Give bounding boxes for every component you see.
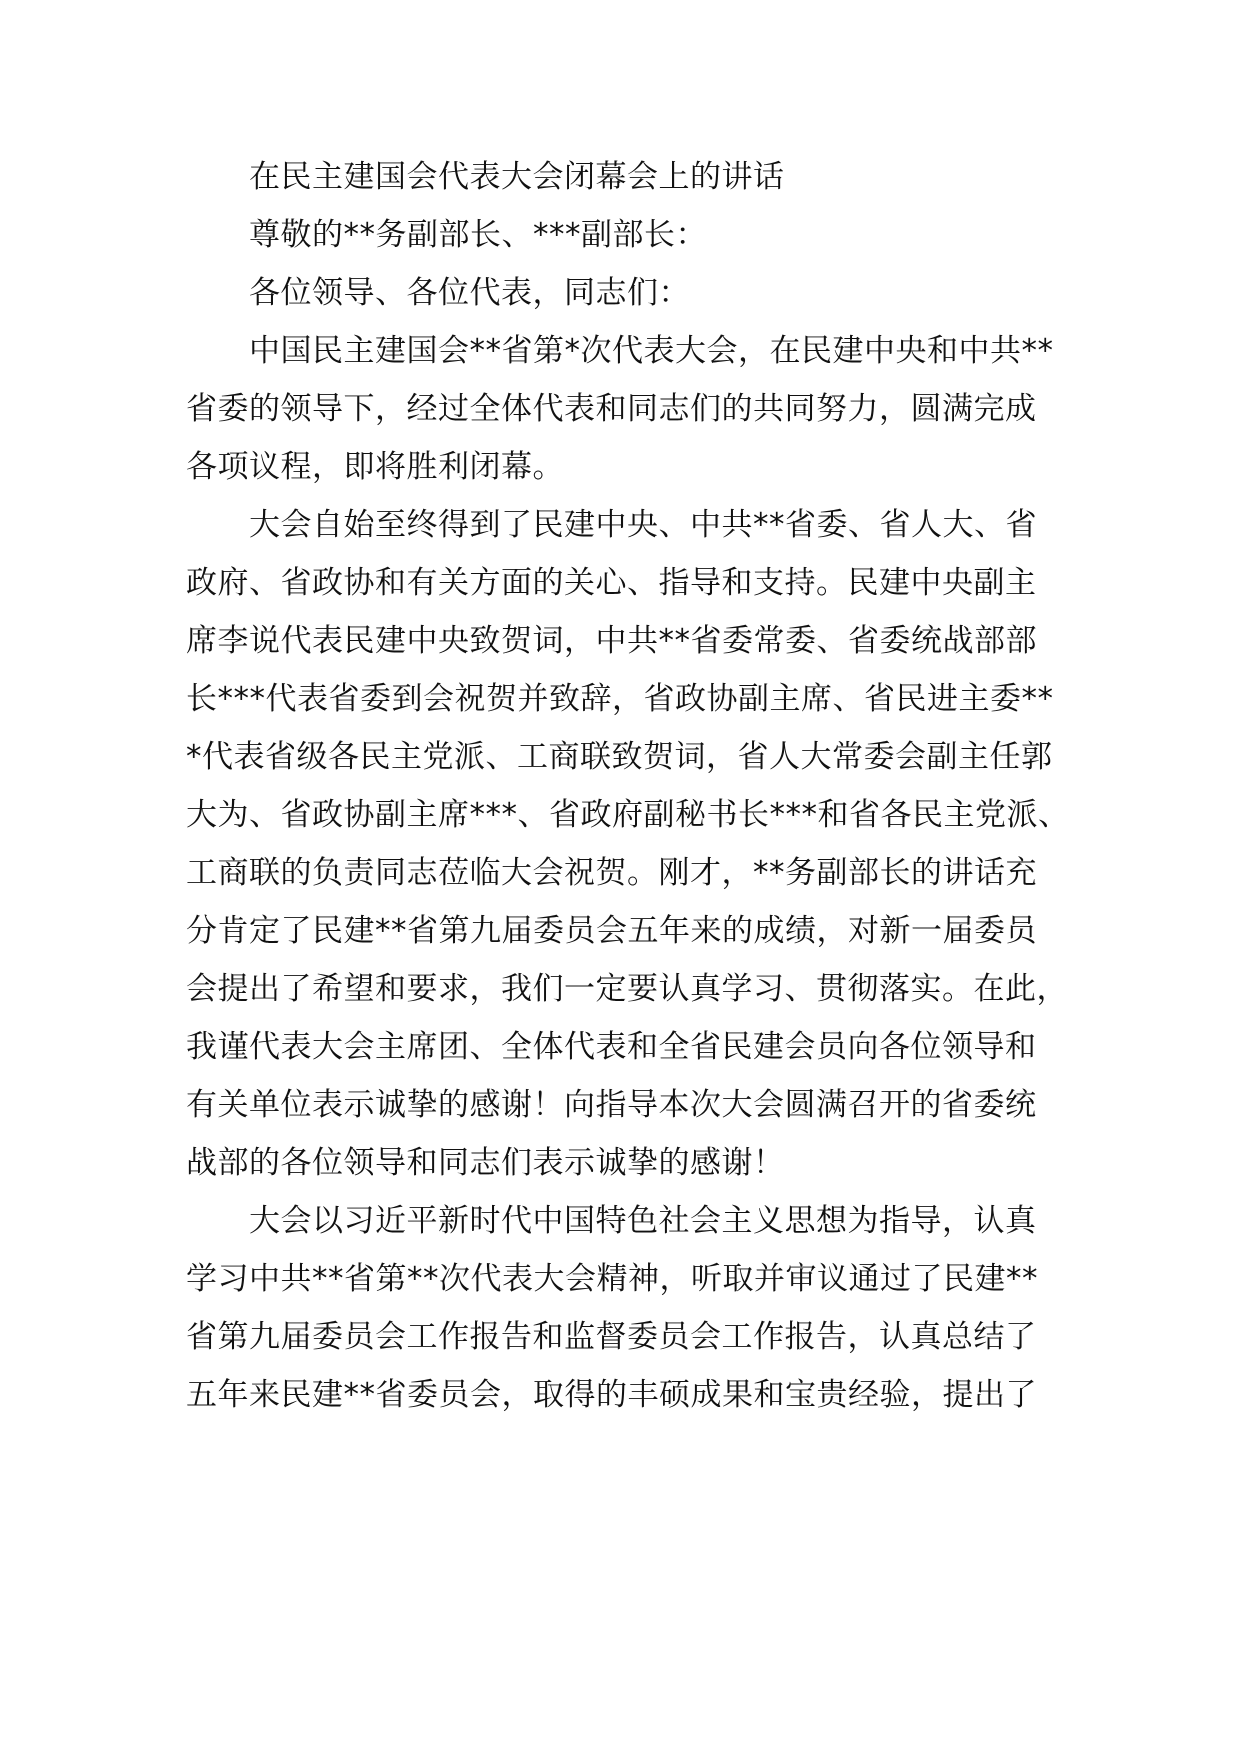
- salutation-line: 各位领导、各位代表，同志们：: [249, 275, 690, 311]
- paragraph-line: 分肯定了民建**省第九届委员会五年来的成绩，对新一届委员: [186, 913, 1037, 949]
- paragraph-line: 政府、省政协和有关方面的关心、指导和支持。民建中央副主: [186, 565, 1037, 601]
- paragraph-line: 大为、省政协副主席***、省政府副秘书长***和省各民主党派、: [186, 797, 1070, 833]
- paragraph-line: 五年来民建**省委员会，取得的丰硕成果和宝贵经验，提出了: [186, 1377, 1037, 1413]
- paragraph-line: 大会自始至终得到了民建中央、中共**省委、省人大、省: [249, 507, 1037, 543]
- paragraph-line: 战部的各位领导和同志们表示诚挚的感谢！: [186, 1145, 785, 1181]
- paragraph-line: 学习中共**省第**次代表大会精神，听取并审议通过了民建**: [186, 1261, 1038, 1297]
- paragraph-line: 长***代表省委到会祝贺并致辞，省政协副主席、省民进主委**: [186, 681, 1054, 717]
- paragraph-line: 大会以习近平新时代中国特色社会主义思想为指导，认真: [249, 1203, 1037, 1239]
- paragraph-line: 省委的领导下，经过全体代表和同志们的共同努力，圆满完成: [186, 391, 1037, 427]
- paragraph-line: 有关单位表示诚挚的感谢！向指导本次大会圆满召开的省委统: [186, 1087, 1037, 1123]
- paragraph-line: 省第九届委员会工作报告和监督委员会工作报告，认真总结了: [186, 1319, 1037, 1355]
- paragraph-line: 工商联的负责同志莅临大会祝贺。刚才，**务副部长的讲话充: [186, 855, 1037, 891]
- document-title: 在民主建国会代表大会闭幕会上的讲话: [249, 159, 785, 195]
- paragraph-line: *代表省级各民主党派、工商联致贺词，省人大常委会副主任郭: [186, 739, 1053, 775]
- paragraph-line: 各项议程，即将胜利闭幕。: [186, 449, 564, 485]
- salutation-line: 尊敬的**务副部长、***副部长：: [249, 217, 707, 253]
- paragraph-line: 席李说代表民建中央致贺词，中共**省委常委、省委统战部部: [186, 623, 1037, 659]
- paragraph-line: 会提出了希望和要求，我们一定要认真学习、贯彻落实。在此，: [186, 971, 1068, 1007]
- paragraph-line: 中国民主建国会**省第*次代表大会，在民建中央和中共**: [249, 333, 1054, 369]
- paragraph-line: 我谨代表大会主席团、全体代表和全省民建会员向各位领导和: [186, 1029, 1037, 1065]
